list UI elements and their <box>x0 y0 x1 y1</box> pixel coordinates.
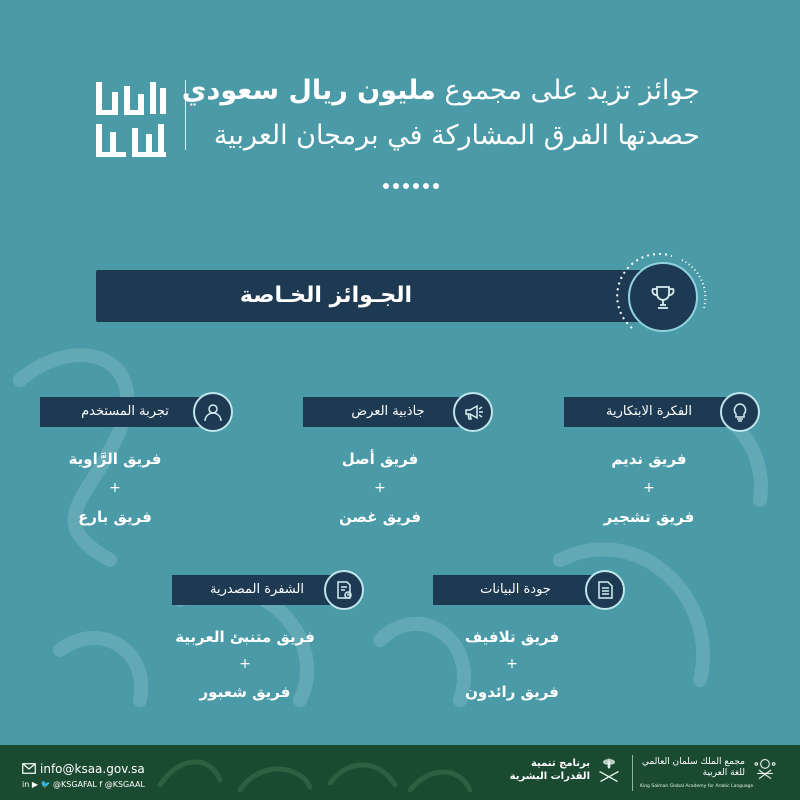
category-data-quality: جودة البيانات <box>433 575 598 605</box>
category-presentation-appeal: جاذبية العرض <box>303 397 473 427</box>
barmajan-logo <box>92 72 172 162</box>
hcd-program-name: برنامج تنمية القدرات البشرية <box>509 758 590 782</box>
document-icon <box>594 579 616 601</box>
category-icon-badge <box>585 570 625 610</box>
social-handles[interactable]: in ▶ 🐦 @KSGAFAL f @KSGAAL <box>22 780 145 789</box>
lightbulb-icon <box>729 401 751 423</box>
headline-highlight: مليون ريال سعودي <box>181 75 436 106</box>
category-icon-badge <box>453 392 493 432</box>
megaphone-icon <box>462 401 484 423</box>
team-name: فريق تشجير <box>603 508 695 526</box>
plus-sign: + <box>374 480 386 496</box>
category-user-experience: تجربة المستخدم <box>40 397 210 427</box>
section-title: الجـوائز الخـاصة <box>239 283 413 308</box>
category-innovative-idea: الفكرة الابتكارية <box>564 397 734 427</box>
email-icon <box>22 763 36 774</box>
category-icon-badge <box>324 570 364 610</box>
ksaa-emblem-icon <box>752 755 778 785</box>
team-name: فريق غصن <box>338 508 422 526</box>
team-name: فريق أصل <box>341 450 419 468</box>
plus-sign: + <box>506 656 518 672</box>
team-name: فريق متنبئ العربية <box>175 628 315 646</box>
footer-divider <box>632 755 633 791</box>
plus-sign: + <box>239 656 251 672</box>
ksaa-name: مجمع الملك سلمان العالمي للغة العربية <box>641 757 745 778</box>
header <box>0 60 800 170</box>
category-icon-badge <box>720 392 760 432</box>
user-icon <box>202 401 224 423</box>
team-name: فريق الرَّاوية <box>68 450 162 468</box>
plus-sign: + <box>643 480 655 496</box>
code-document-icon <box>333 579 355 601</box>
contact-email[interactable]: info@ksaa.gov.sa <box>40 762 145 776</box>
team-name: فريق شعبور <box>199 683 291 701</box>
category-source-code: الشفرة المصدرية <box>172 575 342 605</box>
headline-secondary: حصدتها الفرق المشاركة في برمجان العربية <box>213 120 700 151</box>
headline-primary: جوائز تزيد على مجموع مليون ريال سعودي <box>181 75 700 106</box>
category-icon-badge <box>193 392 233 432</box>
trophy-badge <box>628 262 698 332</box>
plus-sign: + <box>109 480 121 496</box>
dots-separator <box>383 183 439 189</box>
saudi-emblem-icon <box>596 755 622 785</box>
trophy-icon <box>648 282 678 312</box>
team-name: فريق بارع <box>78 508 152 526</box>
ksaa-name-english: King Salman Global Academy for Arabic Language <box>640 784 754 789</box>
team-name: فريق رائدون <box>465 683 559 701</box>
team-name: فريق تلافيف <box>464 628 560 646</box>
team-name: فريق نديم <box>611 450 687 468</box>
